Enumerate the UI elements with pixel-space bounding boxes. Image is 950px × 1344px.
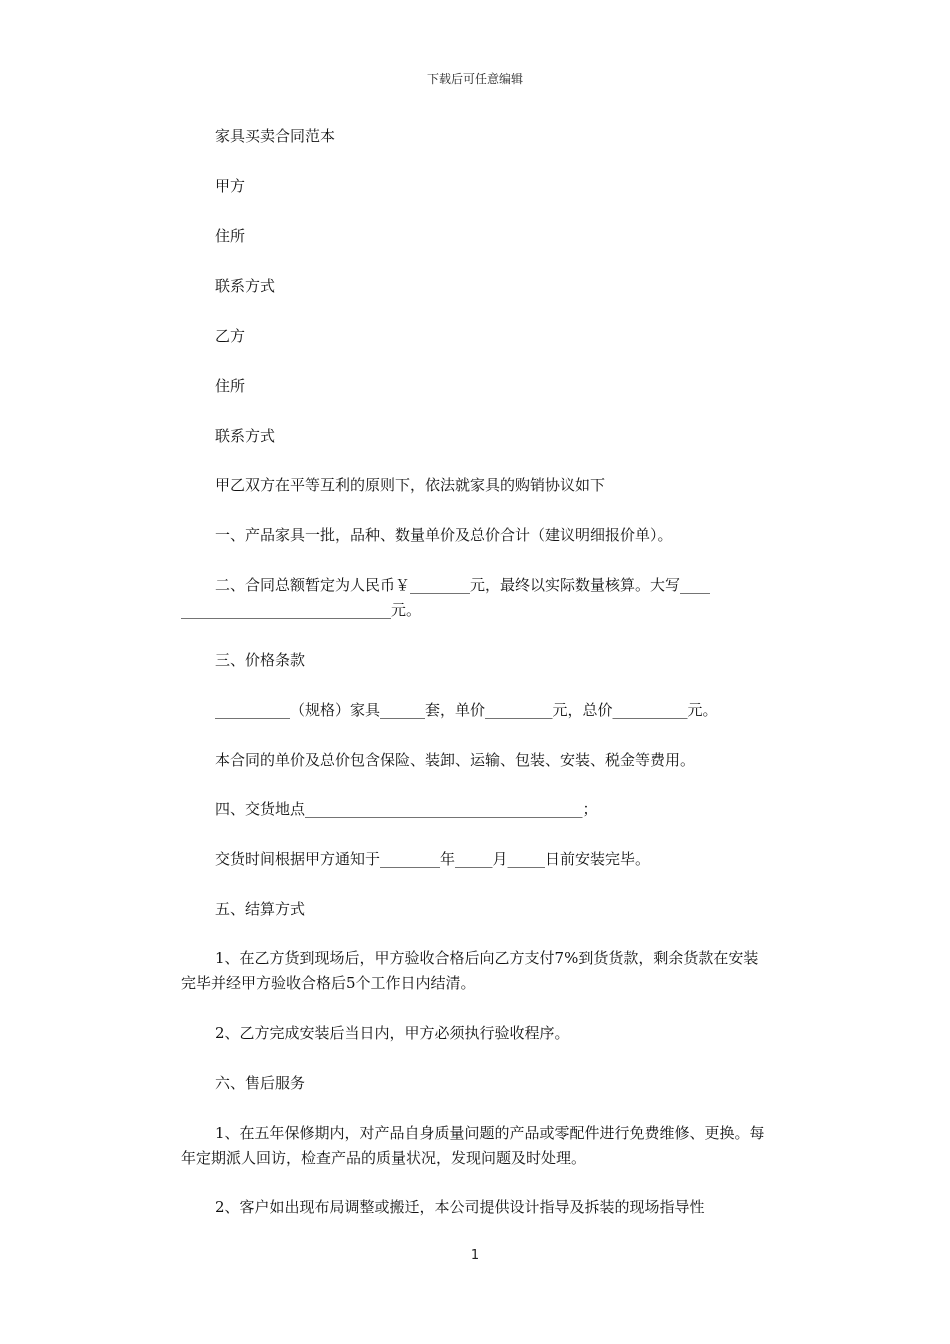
- clause-5-item-2: 2、乙方完成安装后当日内，甲方必须执行验收程序。: [215, 1024, 570, 1042]
- document-title: 家具买卖合同范本: [215, 127, 336, 145]
- clause-6-title: 六、售后服务: [215, 1074, 306, 1092]
- clause-5-title: 五、结算方式: [215, 900, 306, 918]
- clause-3-price-line: __________（规格）家具______套，单价_________元，总价__________元。: [215, 701, 718, 719]
- intro-paragraph: 甲乙双方在平等互利的原则下，依法就家具的购销协议如下: [215, 476, 606, 494]
- party-a-label: 甲方: [215, 177, 246, 195]
- clause-4-delivery-time: 交货时间根据甲方通知于________年_____月_____日前安装完毕。: [215, 850, 651, 868]
- page-header: 下载后可任意编辑: [426, 72, 523, 86]
- clause-6-item-1: 1、在五年保修期内，对产品自身质量问题的产品或零配件进行免费维修、更换。每年定期派人回访，检查产品的质量状况，发现问题及时处理。: [181, 1124, 765, 1167]
- clause-3-title: 三、价格条款: [215, 651, 306, 669]
- clause-4: 四、交货地点_____________________________________；: [215, 800, 598, 818]
- party-b-label: 乙方: [215, 327, 246, 345]
- clause-6-item-2: 2、客户如出现布局调整或搬迁，本公司提供设计指导及拆装的现场指导性: [215, 1198, 705, 1216]
- clause-1: 一、产品家具一批，品种、数量单价及总价合计（建议明细报价单）。: [215, 526, 673, 544]
- clause-5-item-1: 1、在乙方货到现场后，甲方验收合格后向乙方支付7%到货货款，剩余货款在安装完毕并经甲方验收合格后5个工作日内结清。: [181, 949, 759, 992]
- clause-2: 二、合同总额暂定为人民币￥________元，最终以实际数量核算。大写____ ____________________________元。: [181, 576, 715, 619]
- party-b-address-label: 住所: [215, 377, 246, 395]
- clause-3-note: 本合同的单价及总价包含保险、装卸、运输、包装、安装、税金等费用。: [215, 751, 696, 769]
- party-a-address-label: 住所: [215, 227, 246, 245]
- party-a-contact-label: 联系方式: [215, 277, 276, 295]
- page-number: 1: [470, 1248, 480, 1263]
- party-b-contact-label: 联系方式: [215, 427, 276, 445]
